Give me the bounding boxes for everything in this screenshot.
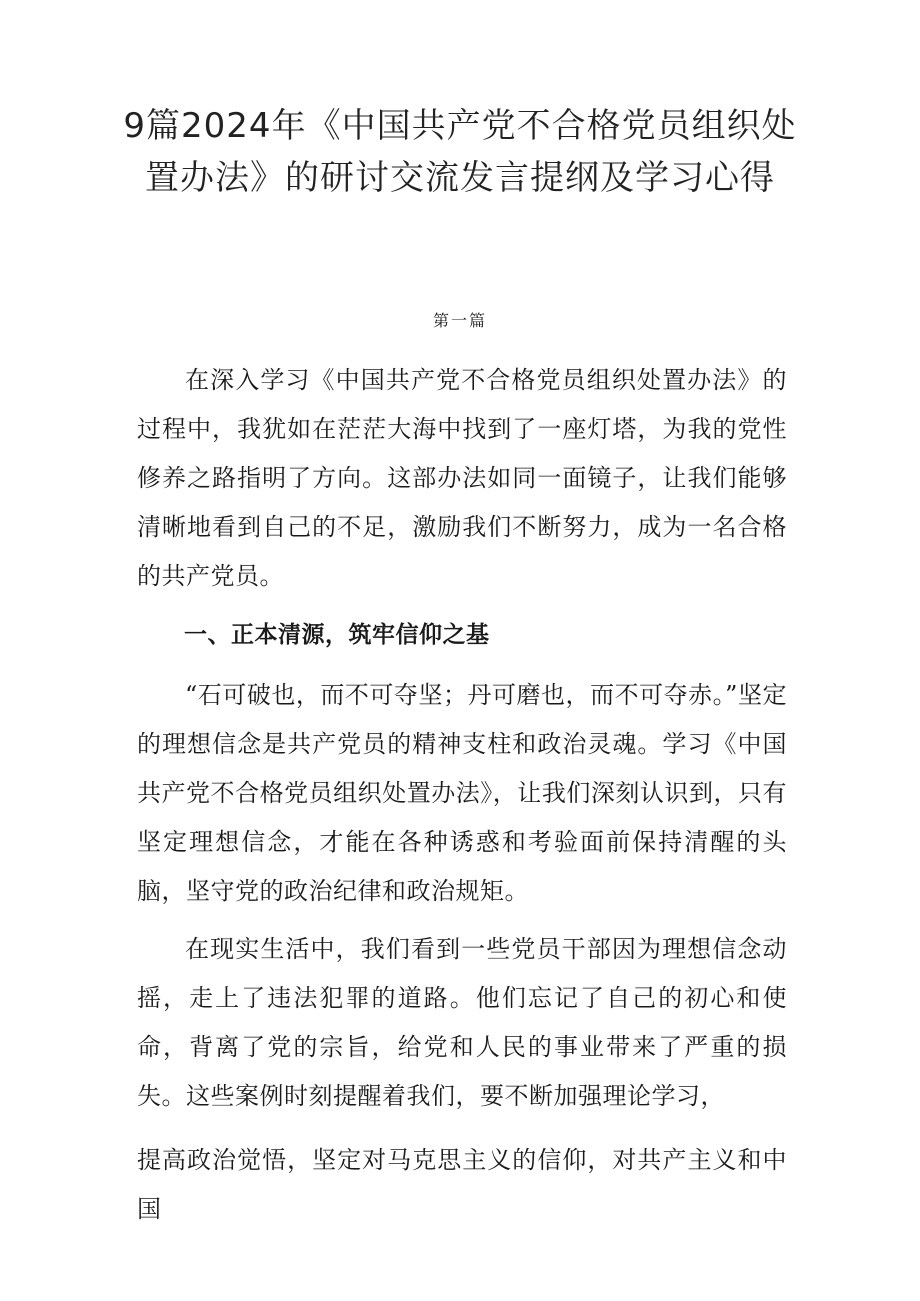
paragraph-continuation: 提高政治觉悟，坚定对马克思主义的信仰，对共产主义和中国 [137, 1146, 787, 1223]
document-title: 9篇2024年《中国共产党不合格党员组织处置办法》的研讨交流发言提纲及学习心得 [123, 106, 797, 198]
paragraph-reality: 在现实生活中，我们看到一些党员干部因为理想信念动摇，走上了违法犯罪的道路。他们忘记了自己的初心和使命，背离了党的宗旨，给党和人民的事业带来了严重的损失。这些案例时刻提醒着我们，要不断加强理论学习， [137, 935, 787, 1110]
paragraph-quote: “石可破也，而不可夺坚；丹可磨也，而不可夺赤。”坚定的理想信念是共产党员的精神支柱和政治灵魂。学习《中国共产党不合格党员组织处置办法》，让我们深刻认识到，只有坚定理想信念，才能在各种诱惑和考验面前保持清醒的头脑，坚守党的政治纪律和政治规矩。 [137, 681, 787, 905]
section-heading-1: 一、正本清源，筑牢信仰之基 [184, 622, 490, 648]
section-label: 第一篇 [432, 311, 487, 330]
paragraph-intro: 在深入学习《中国共产党不合格党员组织处置办法》的过程中，我犹如在茫茫大海中找到了一座灯塔，为我的党性修养之路指明了方向。这部办法如同一面镜子，让我们能够清晰地看到自己的不足，激励我们不断努力，成为一名合格的共产党员。 [137, 366, 787, 590]
